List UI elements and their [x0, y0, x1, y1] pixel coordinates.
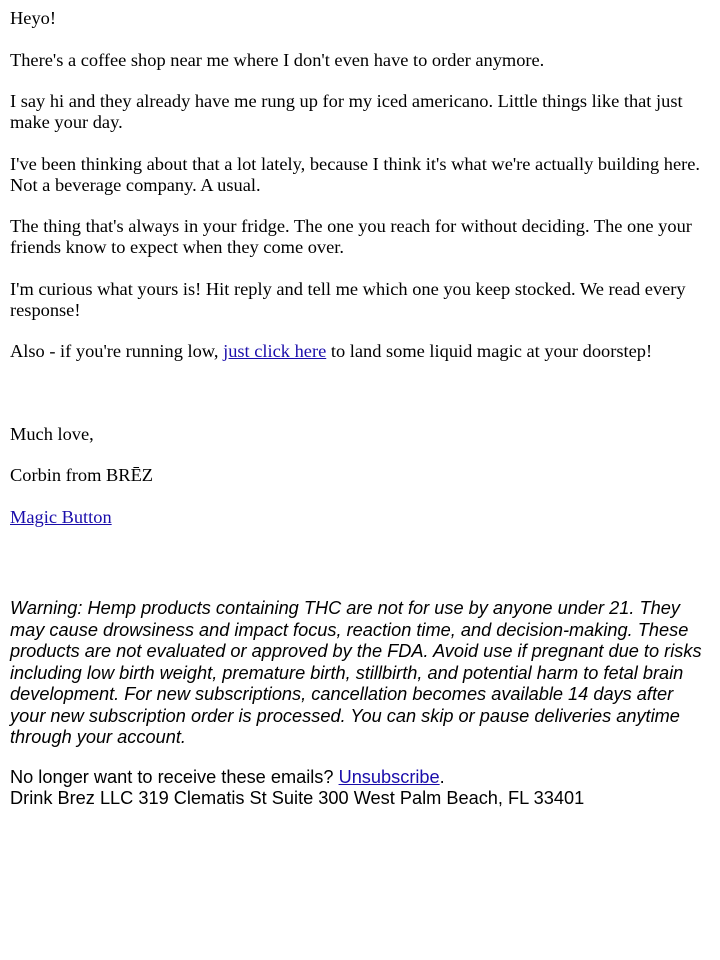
- just-click-here-link[interactable]: just click here: [223, 341, 327, 361]
- paragraph-cta: [10, 341, 710, 362]
- magic-button-row: [10, 507, 710, 528]
- unsubscribe-link[interactable]: Unsubscribe: [338, 766, 440, 787]
- magic-button-link[interactable]: Magic Button: [10, 506, 112, 527]
- unsubscribe-line: [10, 767, 710, 789]
- paragraph-hit-reply: I'm curious what yours is! Hit reply and tell me which one you keep stocked. We read every response!: [10, 278, 686, 320]
- unsubscribe-prefix: No longer want to receive these emails?: [10, 766, 339, 787]
- cta-prefix: Also - if you're running low,: [10, 341, 224, 361]
- paragraph-fridge: The thing that's always in your fridge. The one you reach for without deciding. The one your friends know to expect when they come over.: [10, 216, 692, 257]
- signoff: Much love,: [10, 423, 94, 444]
- signature: Corbin from BRĒZ: [10, 465, 154, 485]
- paragraph-a-usual: I've been thinking about that a lot lately, because I think it's what we're actually building here. Not a beverage company. A usual.: [10, 153, 701, 195]
- thc-warning: Warning: Hemp products containing THC are not for use by anyone under 21. They may cause drowsiness and impact focus, reaction time, and decision-making. These products are not evaluated or approved by the FDA. Avoid use if pregnant due to risks including low birth weight, premature birth, stillbirth, and potential harm to fetal brain development. For new subscriptions, cancellation becomes available 14 days after your new subscription order is processed. You can skip or pause deliveries anytime through your account.: [10, 598, 702, 747]
- spacer: [10, 383, 710, 424]
- paragraph-coffee-shop: There's a coffee shop near me where I don't even have to order anymore.: [10, 49, 545, 70]
- company-address: Drink Brez LLC 319 Clematis St Suite 300 West Palm Beach, FL 33401: [10, 788, 585, 808]
- unsubscribe-suffix: .: [439, 766, 445, 787]
- spacer: [10, 548, 710, 598]
- cta-suffix: to land some liquid magic at your doorstep!: [326, 341, 653, 361]
- paragraph-iced-americano: I say hi and they already have me rung up for my iced americano. Little things like that just make your day.: [10, 91, 683, 132]
- greeting: Heyo!: [10, 8, 56, 28]
- email-footer: [10, 598, 710, 810]
- email-body: [10, 8, 710, 598]
